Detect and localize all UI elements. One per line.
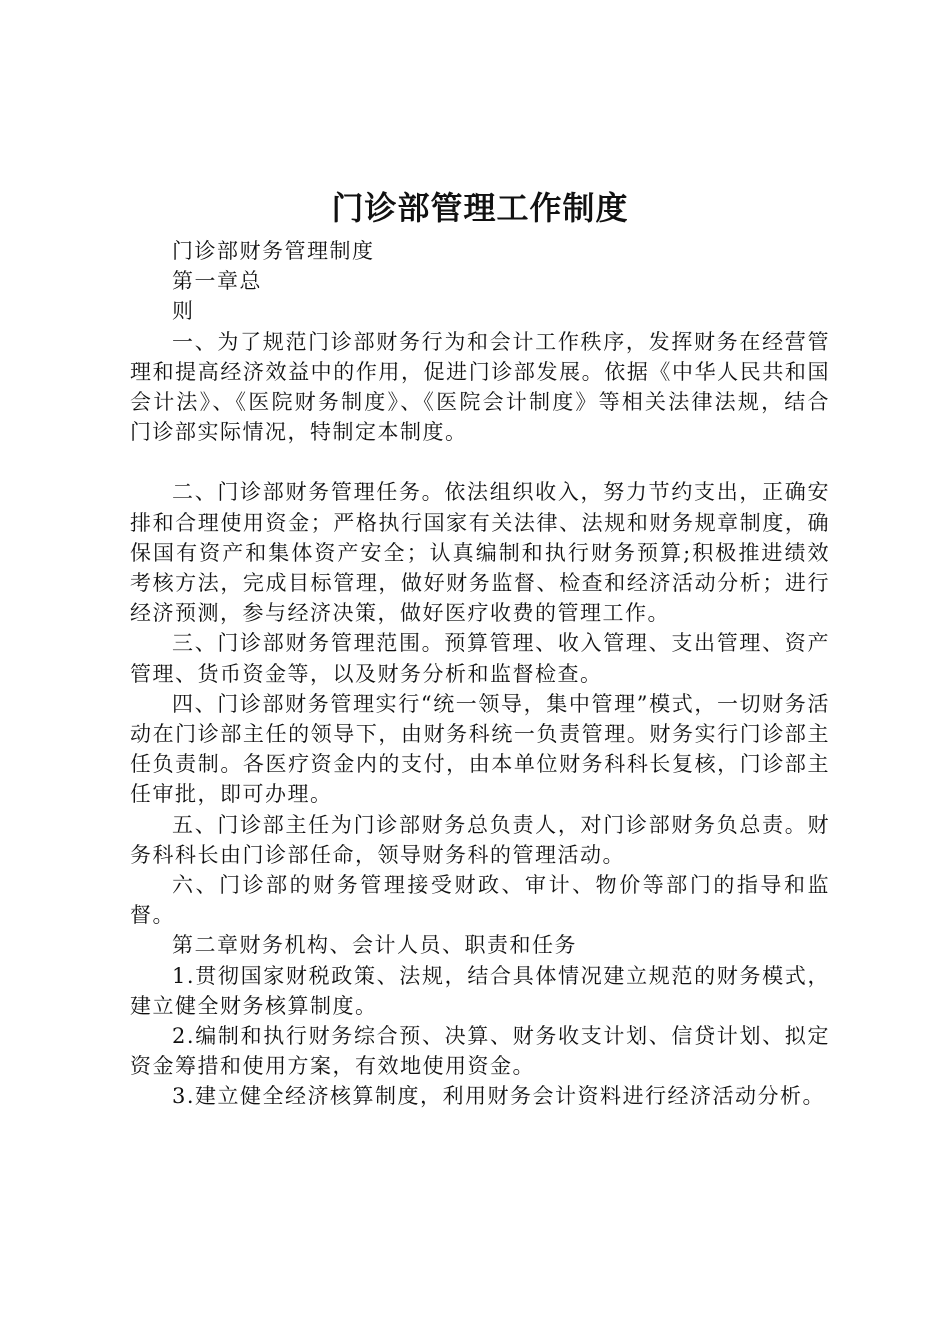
paragraph-6: 六、门诊部的财务管理接受财政、审计、物价等部门的指导和监督。 [130, 873, 830, 928]
paragraph-5: 五、门诊部主任为门诊部财务总负责人，对门诊部财务负总责。财务科科长由门诊部任命，领导财务科的管理活动。 [130, 812, 830, 867]
list-item-3: 3.建立健全经济核算制度，利用财务会计资料进行经济活动分析。 [172, 1084, 826, 1109]
chapter-heading-1b: 则 [172, 299, 195, 324]
chapter-heading-1a: 第一章总 [172, 269, 262, 294]
section-subtitle: 门诊部财务管理制度 [172, 239, 375, 263]
document-page [130, 180, 830, 1112]
paragraph-1: 一、为了规范门诊部财务行为和会计工作秩序，发挥财务在经营管理和提高经济效益中的作用，促进门诊部发展。依据《中华人民共和国会计法》、《医院财务制度》、《医院会计制度》等相关法律法规，结合门诊部实际情况，特制定本制度。 [130, 329, 830, 445]
paragraph-4: 四、门诊部财务管理实行“统一领导，集中管理”模式，一切财务活动在门诊部主任的领导下，由财务科统一负责管理。财务实行门诊部主任负责制。各医疗资金内的支付，由本单位财务科科长复核，门诊部主任审批，即可办理。 [130, 691, 830, 807]
paragraph-3: 三、门诊部财务管理范围。预算管理、收入管理、支出管理、资产管理、货币资金等，以及财务分析和监督检查。 [130, 631, 830, 686]
document-title: 门诊部管理工作制度 [331, 189, 629, 227]
chapter-heading-2: 第二章财务机构、会计人员、职责和任务 [172, 933, 577, 958]
paragraph-2: 二、门诊部财务管理任务。依法组织收入，努力节约支出，正确安排和合理使用资金；严格执行国家有关法律、法规和财务规章制度，确保国有资产和集体资产安全；认真编制和执行财务预算;积极推进绩效考核方法，完成目标管理，做好财务监督、检查和经济活动分析；进行经济预测，参与经济决策，做好医疗收费的管理工作。 [130, 480, 830, 626]
list-item-1: 1.贯彻国家财税政策、法规，结合具体情况建立规范的财务模式，建立健全财务核算制度。 [130, 963, 830, 1018]
list-item-2: 2.编制和执行财务综合预、决算、财务收支计划、信贷计划、拟定资金筹措和使用方案，有效地使用资金。 [130, 1024, 830, 1079]
